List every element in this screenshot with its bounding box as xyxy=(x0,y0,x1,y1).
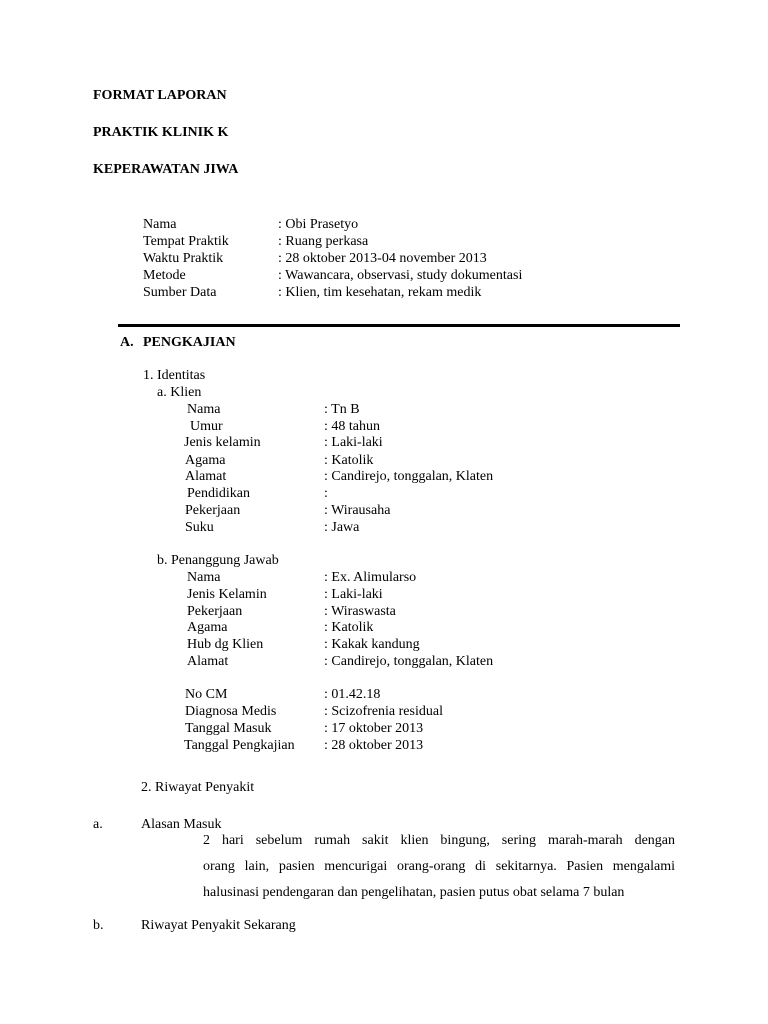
pj-value: : Laki-laki xyxy=(324,587,383,602)
info-value: : Wawancara, observasi, study dokumentasi xyxy=(278,268,523,283)
identitas-heading: 1. Identitas xyxy=(143,368,206,383)
section-a-title: PENGKAJIAN xyxy=(143,335,236,350)
pj-label: Nama xyxy=(187,570,221,585)
alasan-masuk-title: Alasan Masuk xyxy=(141,817,222,832)
pj-label: Pekerjaan xyxy=(187,604,243,619)
pj-value: : Katolik xyxy=(324,620,374,635)
klien-value: : Katolik xyxy=(324,453,374,468)
klien-label: Pekerjaan xyxy=(185,503,241,518)
info-label: Tempat Praktik xyxy=(143,234,229,249)
alasan-masuk-line: orang lain, pasien mencurigai orang-orang di sekitarnya. Pasien mengalami xyxy=(203,859,675,874)
medis-value: : 28 oktober 2013 xyxy=(324,738,424,753)
pj-value: : Ex. Alimularso xyxy=(324,570,417,585)
info-label: Sumber Data xyxy=(143,285,217,300)
klien-label: Alamat xyxy=(185,469,227,484)
klien-value: : xyxy=(324,486,328,501)
klien-value: : Wirausaha xyxy=(324,503,391,518)
klien-label: Pendidikan xyxy=(187,486,250,501)
medis-value: : 17 oktober 2013 xyxy=(324,721,424,736)
medis-label: Diagnosa Medis xyxy=(185,704,277,719)
pj-value: : Wiraswasta xyxy=(324,604,396,619)
info-value: : 28 oktober 2013-04 november 2013 xyxy=(278,251,487,266)
klien-label: Jenis kelamin xyxy=(184,435,261,450)
klien-value: : Tn B xyxy=(324,402,360,417)
klien-value: : Candirejo, tonggalan, Klaten xyxy=(324,469,494,484)
riwayat-heading: 2. Riwayat Penyakit xyxy=(141,780,255,795)
medis-value: : 01.42.18 xyxy=(324,687,381,702)
klien-label: Agama xyxy=(185,453,226,468)
klien-label: Nama xyxy=(187,402,221,417)
title-keperawatan-jiwa: KEPERAWATAN JIWA xyxy=(93,162,239,177)
info-label: Waktu Praktik xyxy=(143,251,224,266)
title-praktik-klinik: PRAKTIK KLINIK K xyxy=(93,125,229,140)
pj-value: : Kakak kandung xyxy=(324,637,420,652)
klien-label: Suku xyxy=(185,520,214,535)
item-a-marker: a. xyxy=(93,817,103,832)
pj-label: Hub dg Klien xyxy=(187,637,264,652)
medis-label: No CM xyxy=(185,687,228,702)
medis-label: Tanggal Masuk xyxy=(185,721,272,736)
pj-value: : Candirejo, tonggalan, Klaten xyxy=(324,654,494,669)
info-value: : Obi Prasetyo xyxy=(278,217,359,232)
section-divider xyxy=(118,324,680,327)
info-label: Nama xyxy=(143,217,177,232)
section-a-marker: A. xyxy=(120,335,134,350)
info-value: : Klien, tim kesehatan, rekam medik xyxy=(278,285,482,300)
info-value: : Ruang perkasa xyxy=(278,234,369,249)
klien-heading: a. Klien xyxy=(157,385,202,400)
alasan-masuk-line: halusinasi pendengaran dan pengelihatan, pasien putus obat selama 7 bulan xyxy=(203,885,625,900)
medis-value: : Scizofrenia residual xyxy=(324,704,443,719)
item-b-marker: b. xyxy=(93,918,104,933)
pj-label: Jenis Kelamin xyxy=(187,587,267,602)
info-label: Metode xyxy=(143,268,186,283)
klien-label: Umur xyxy=(190,419,223,434)
klien-value: : Jawa xyxy=(324,520,360,535)
pj-label: Agama xyxy=(187,620,228,635)
medis-label: Tanggal Pengkajian xyxy=(184,738,295,753)
title-format-laporan: FORMAT LAPORAN xyxy=(93,88,227,103)
klien-value: : 48 tahun xyxy=(324,419,380,434)
penanggung-jawab-heading: b. Penanggung Jawab xyxy=(157,553,279,568)
riwayat-sekarang-title: Riwayat Penyakit Sekarang xyxy=(141,918,296,933)
alasan-masuk-line: 2 hari sebelum rumah sakit klien bingung, sering marah-marah dengan xyxy=(203,833,675,848)
klien-value: : Laki-laki xyxy=(324,435,383,450)
pj-label: Alamat xyxy=(187,654,229,669)
